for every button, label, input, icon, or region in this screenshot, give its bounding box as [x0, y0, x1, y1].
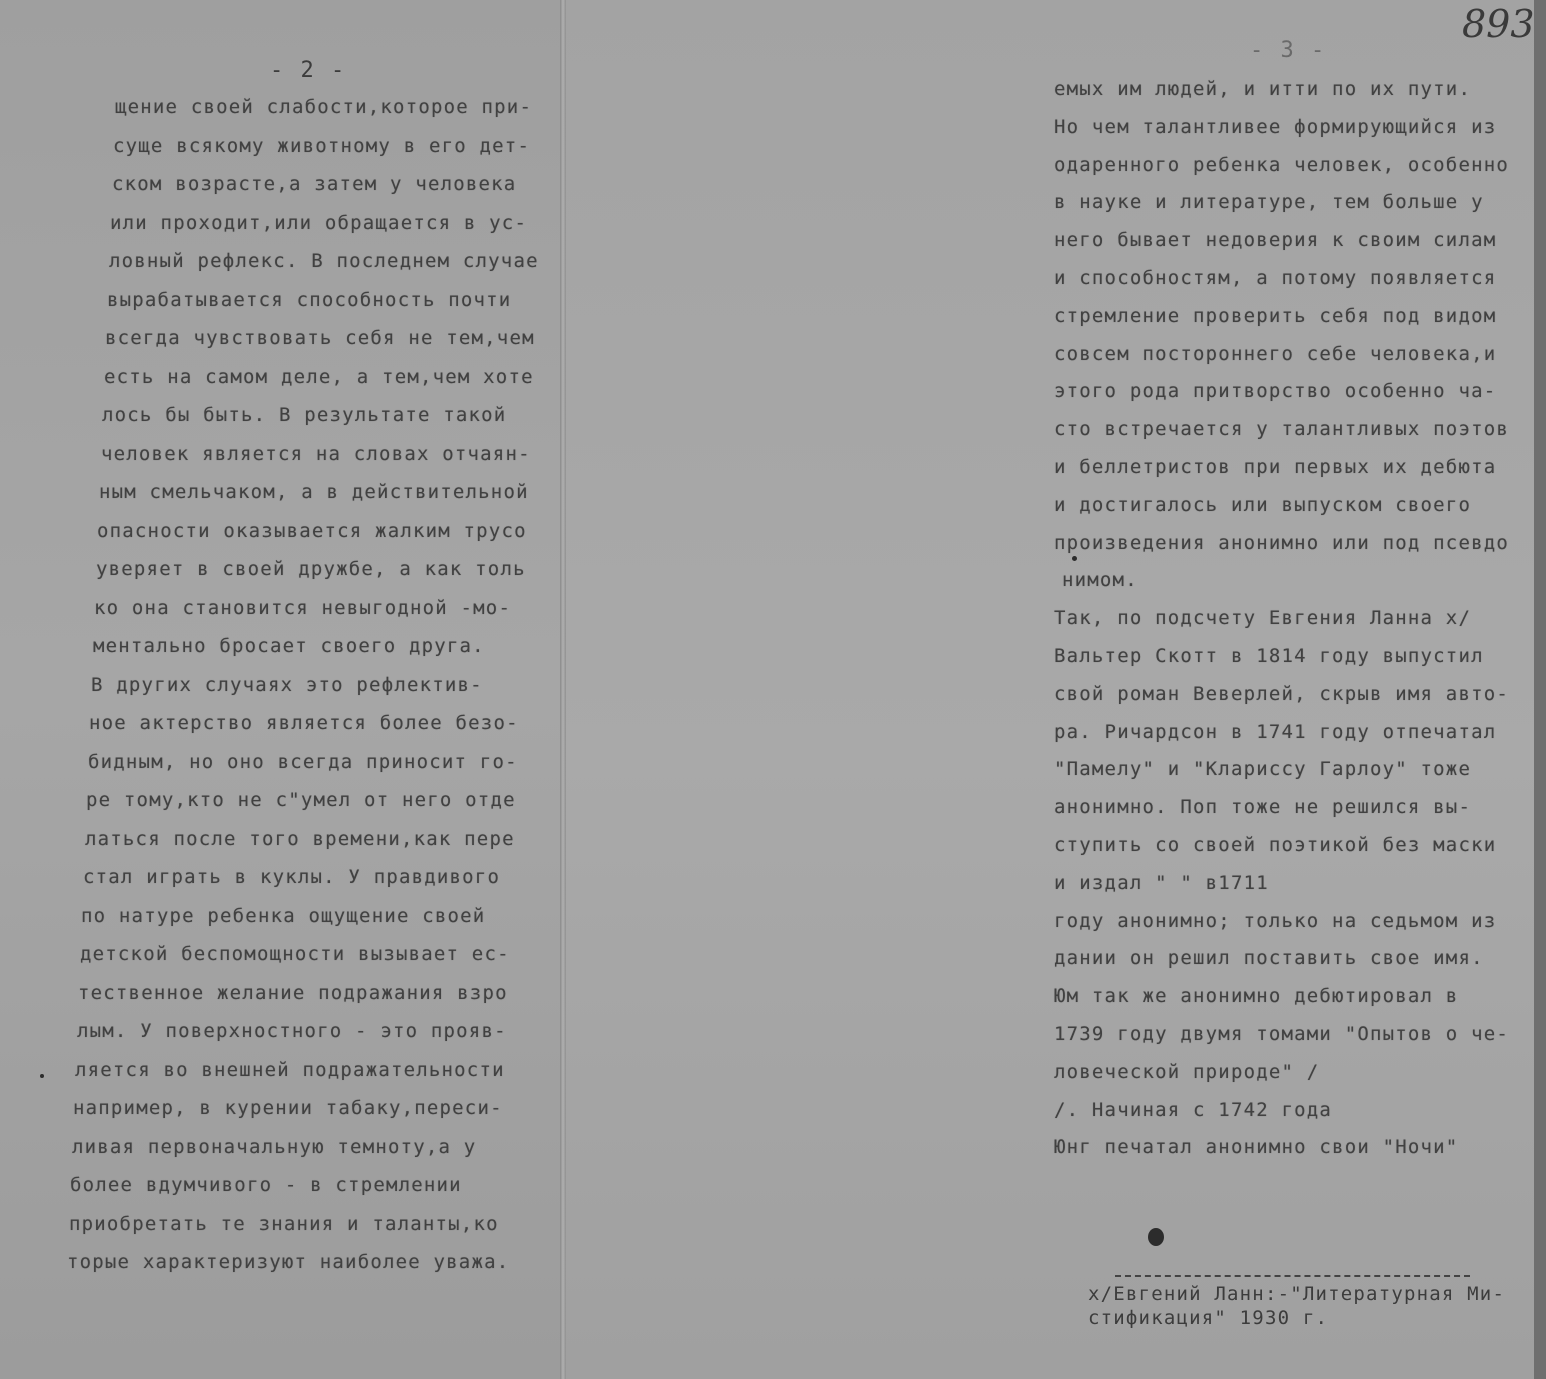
text-line: ловный рефлекс. В последнем случае [109, 250, 539, 272]
ink-blot [1148, 1228, 1164, 1246]
text-line: уверяет в своей дружбе, а как толь [96, 558, 526, 580]
text-line: стал играть в куклы. У правдивого [83, 866, 501, 888]
text-line: и издал " " в1711 [1054, 871, 1269, 894]
text-line: ляется во внешней подражательности [75, 1058, 505, 1081]
text-line: ментально бросает своего друга. [93, 635, 485, 657]
footnote-separator [1115, 1275, 1470, 1277]
text-line: емых им людей, и итти по их пути. [1054, 78, 1472, 100]
text-line: одаренного ребенка человек, особенно [1054, 153, 1510, 176]
text-line: анонимно. Поп тоже не решился вы- [1054, 796, 1472, 819]
archive-page-number: 893 [1462, 2, 1535, 46]
text-line: дании он решил поставить свое имя. [1054, 947, 1484, 970]
text-line: свой роман Веверлей, скрыв имя авто- [1054, 682, 1510, 705]
text-line: ступить со своей поэтикой без маски [1054, 834, 1497, 856]
text-line: /. Начиная с 1742 года [1054, 1098, 1333, 1121]
text-line: и беллетристов при первых их дебюта [1054, 456, 1497, 478]
text-line: году анонимно; только на седьмом из [1054, 909, 1497, 932]
text-line: или проходит,или обращается в ус- [110, 211, 528, 234]
text-line: вырабатывается способность почти [107, 288, 512, 311]
right-page-text [1050, 78, 1540, 1178]
text-line: 1739 году двумя томами "Опытов о че- [1054, 1023, 1510, 1045]
left-page-number: - 2 - [270, 58, 347, 83]
ink-dot [40, 1074, 44, 1078]
text-line: нимом. [1062, 569, 1138, 592]
right-page-number: - 3 - [1250, 38, 1327, 63]
text-line: ным смельчаком, а в действительной [99, 481, 529, 503]
left-page-text [60, 96, 560, 1356]
text-line: приобретать те знания и таланты,ко [69, 1212, 499, 1235]
text-line: щение своей слабости,которое при- [115, 96, 533, 118]
text-line: человек является на словах отчаян- [101, 442, 531, 465]
text-line: всегда чувствовать себя не тем,чем [105, 327, 535, 349]
text-line: Юнг печатал анонимно свои "Ночи" [1054, 1136, 1459, 1159]
text-line: тественное желание подражания взро [78, 981, 508, 1004]
text-line: x/Евгений Ланн:-"Литературная Ми- [1088, 1283, 1506, 1305]
text-line: ре тому,кто не с"умел от него отде [86, 789, 516, 811]
text-line: стремление проверить себя под видом [1054, 304, 1497, 327]
text-line: опасности оказывается жалким трусо [97, 519, 527, 542]
text-line: есть на самом деле, а тем,чем хоте [104, 365, 534, 388]
text-line: Но чем талантливее формирующийся из [1054, 115, 1497, 138]
text-line: по натуре ребенка ощущение своей [81, 904, 486, 927]
text-line: ском возрасте,а затем у человека [112, 173, 517, 195]
text-line: латься после того времени,как пере [85, 827, 515, 850]
text-line: В других случаях это рефлектив- [91, 673, 483, 696]
text-line: сто встречается у талантливых поэтов [1054, 418, 1510, 441]
text-line: этого рода притворство особенно ча- [1054, 380, 1497, 403]
text-line: него бывает недоверия к своим силам [1054, 229, 1497, 252]
text-line: произведения анонимно или под псевдо [1054, 531, 1510, 554]
text-line: ловеческой природе" / [1054, 1060, 1320, 1083]
text-line: ливая первоначальную темноту,а у [72, 1135, 477, 1158]
text-line: и достигалось или выпуском своего [1054, 493, 1472, 516]
text-line: например, в курении табаку,переси- [73, 1097, 503, 1119]
text-line: Так, по подсчету Евгения Ланна x/ [1054, 607, 1472, 630]
text-line: ко она становится невыгодной -мо- [94, 596, 512, 619]
text-line: ра. Ричардсон в 1741 году отпечатал [1054, 720, 1497, 743]
text-line: более вдумчивого - в стремлении [70, 1174, 462, 1196]
text-line: Вальтер Скотт в 1814 году выпустил [1054, 645, 1484, 667]
text-line: и способностям, а потому появляется [1054, 267, 1497, 289]
text-line: совсем постороннего себе человека,и [1054, 342, 1497, 365]
ink-dot [1072, 556, 1077, 561]
text-line: лым. У поверхностного - это прояв- [77, 1020, 507, 1042]
text-line: суще всякому животному в его дет- [113, 134, 531, 157]
text-line: детской беспомощности вызывает ес- [80, 943, 510, 965]
text-line: стификация" 1930 г. [1088, 1307, 1329, 1329]
text-line: бидным, но оно всегда приносит го- [88, 750, 518, 773]
text-line: торые характеризуют наиболее уважа. [67, 1251, 510, 1273]
text-line: лось бы быть. В результате такой [102, 404, 507, 426]
text-line: ное актерство является более безо- [89, 712, 519, 734]
text-line: в науке и литературе, тем больше у [1054, 191, 1484, 214]
text-line: Юм так же анонимно дебютировал в [1054, 985, 1459, 1008]
text-line: "Памелу" и "Клариссу Гарлоу" тоже [1054, 758, 1472, 781]
